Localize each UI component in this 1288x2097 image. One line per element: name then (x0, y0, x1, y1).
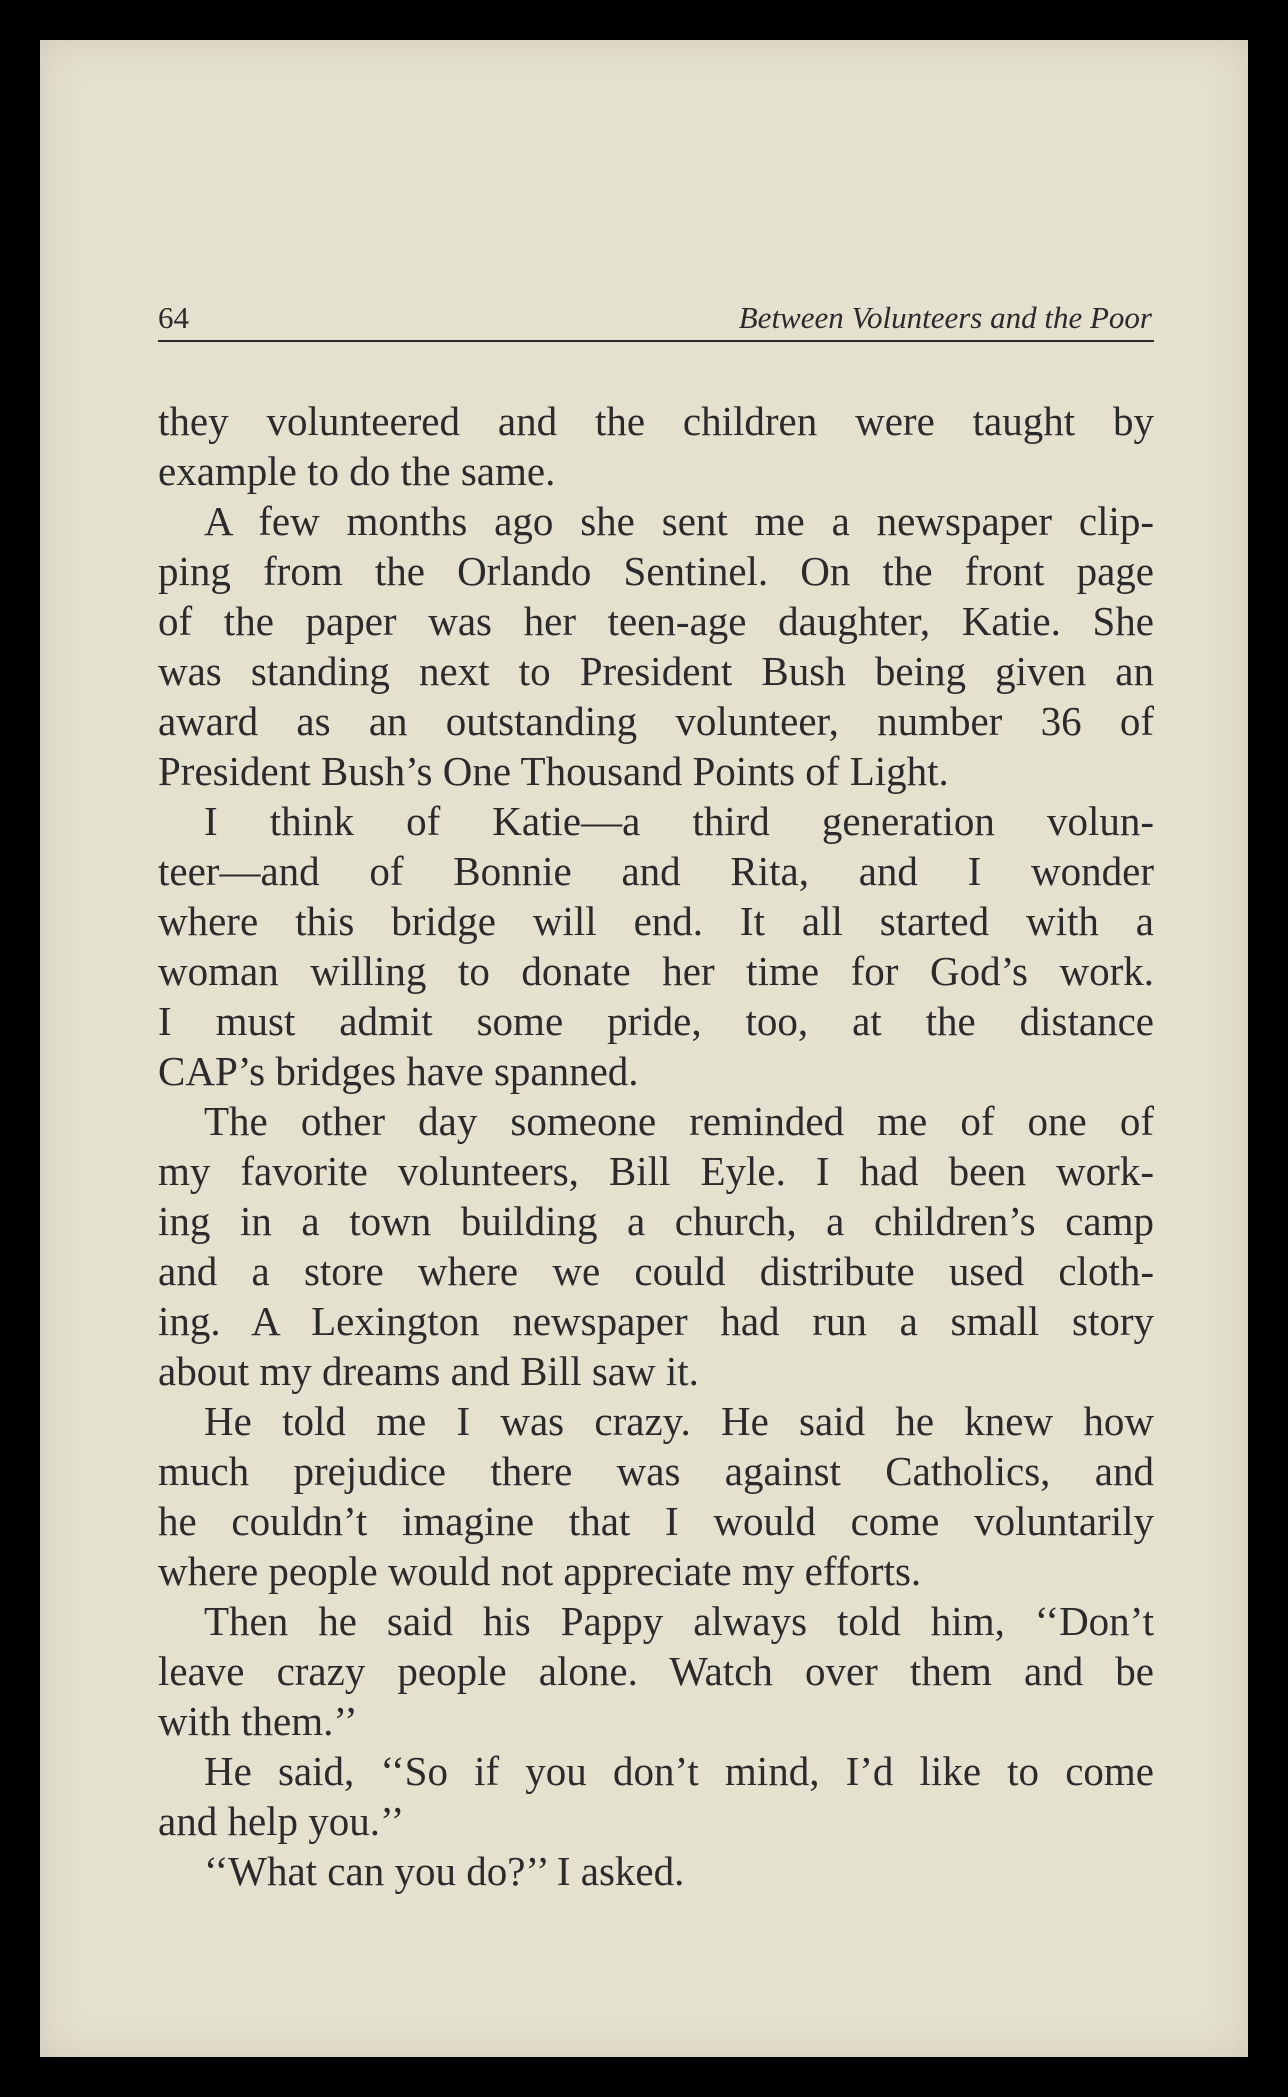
text-line: ‘‘What can you do?’’ I asked. (204, 1848, 685, 1894)
text-line: I think of Katie—a third generation volun- (204, 798, 1154, 844)
text-line: A few months ago she sent me a newspaper clip- (204, 498, 1154, 544)
text-line: and a store where we could distribute used cloth- (158, 1248, 1154, 1294)
page-number: 64 (158, 300, 189, 335)
text-line: ping from the Orlando Sentinel. On the front page (158, 548, 1154, 594)
text-line: he couldn’t imagine that I would come voluntarily (158, 1498, 1154, 1544)
text-line: award as an outstanding volunteer, number 36 of (158, 698, 1154, 744)
text-line: ing. A Lexington newspaper had run a small story (158, 1298, 1154, 1344)
text-line: woman willing to donate her time for God’s work. (158, 948, 1154, 994)
text-line: leave crazy people alone. Watch over them and be (158, 1648, 1154, 1694)
running-title: Between Volunteers and the Poor (738, 300, 1152, 335)
text-line: and help you.’’ (158, 1798, 405, 1844)
text-line: ing in a town building a church, a children’s camp (158, 1198, 1154, 1244)
book-page (40, 40, 1248, 2057)
text-line: of the paper was her teen-age daughter, Katie. She (158, 598, 1154, 644)
text-line: with them.’’ (158, 1698, 358, 1744)
text-line: was standing next to President Bush being given an (158, 648, 1154, 694)
text-line: teer—and of Bonnie and Rita, and I wonder (158, 848, 1154, 894)
text-line: where people would not appreciate my efforts. (158, 1548, 922, 1594)
text-line: my favorite volunteers, Bill Eyle. I had been work- (158, 1148, 1154, 1194)
text-line: CAP’s bridges have spanned. (158, 1048, 639, 1094)
body-text (158, 396, 1154, 1896)
text-line: where this bridge will end. It all started with a (158, 898, 1154, 944)
text-line: I must admit some pride, too, at the distance (158, 998, 1154, 1044)
text-line: He told me I was crazy. He said he knew how (204, 1398, 1154, 1444)
text-line: He said, ‘‘So if you don’t mind, I’d like to come (204, 1748, 1154, 1794)
text-line: much prejudice there was against Catholics, and (158, 1448, 1154, 1494)
text-line: they volunteered and the children were taught by (158, 398, 1154, 444)
text-line: Then he said his Pappy always told him, ‘‘Don’t (204, 1598, 1154, 1644)
text-line: The other day someone reminded me of one of (204, 1098, 1154, 1144)
text-line: President Bush’s One Thousand Points of Light. (158, 748, 949, 794)
page-header (158, 268, 1154, 342)
text-line: example to do the same. (158, 448, 556, 494)
text-line: about my dreams and Bill saw it. (158, 1348, 699, 1394)
